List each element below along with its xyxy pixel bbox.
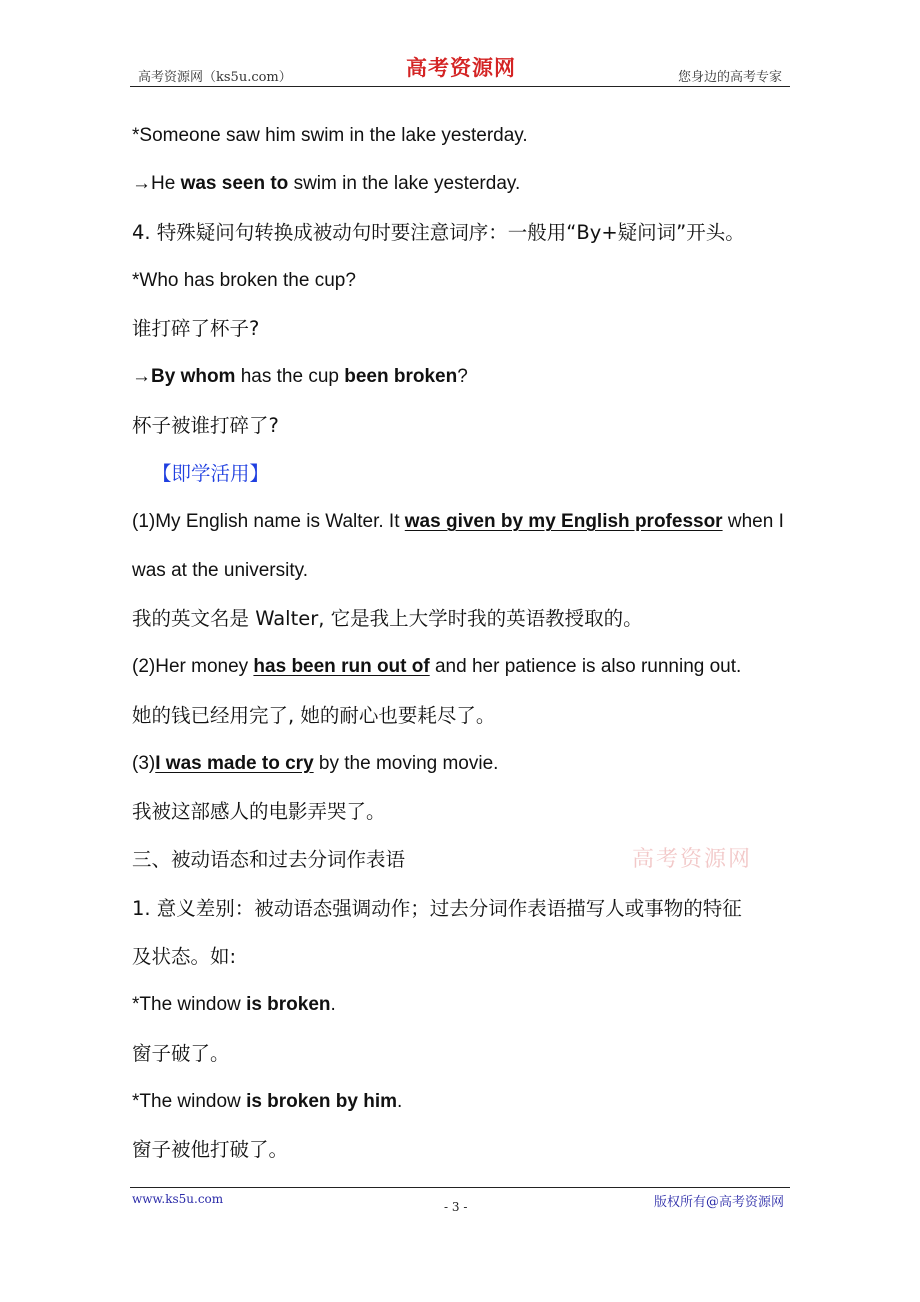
page-header: [130, 52, 790, 87]
example-sentence: *The window is broken by him.: [132, 1090, 403, 1112]
translation: 我的英文名是 Walter, 它是我上大学时我的英语教授取的。: [132, 606, 643, 630]
header-logo: 高考资源网: [406, 55, 516, 80]
document-body: [132, 112, 802, 1175]
exercise-item-continued: was at the university.: [132, 559, 309, 581]
translation: 窗子破了。: [132, 1041, 230, 1065]
page-number: - 3 -: [444, 1200, 468, 1214]
rule-point: 4. 特殊疑问句转换成被动句时要注意词序：一般用“By+疑问词”开头。: [132, 220, 745, 244]
translation: 她的钱已经用完了, 她的耐心也要耗尽了。: [132, 703, 496, 727]
translation: 谁打碎了杯子?: [132, 317, 260, 341]
exercise-item: (3)I was made to cry by the moving movie.: [132, 752, 499, 774]
rule-point-continued: 及状态。如:: [132, 945, 237, 969]
section-heading: 三、被动语态和过去分词作表语: [132, 848, 406, 872]
translation: 我被这部感人的电影弄哭了。: [132, 800, 386, 824]
section-heading-practice: 【即学活用】: [152, 462, 270, 486]
rule-point: 1. 意义差别：被动语态强调动作；过去分词作表语描写人或事物的特征: [132, 896, 742, 920]
translation: 杯子被谁打碎了?: [132, 413, 279, 437]
translation: 窗子被他打破了。: [132, 1138, 289, 1162]
footer-website-link[interactable]: www.ks5u.com: [132, 1192, 224, 1206]
example-sentence: *Who has broken the cup?: [132, 269, 356, 291]
page-footer: [130, 1187, 790, 1214]
watermark: 高考资源网: [632, 847, 753, 872]
example-sentence: *Someone saw him swim in the lake yesterday.: [132, 125, 528, 146]
example-sentence: →By whom has the cup been broken?: [132, 366, 468, 388]
header-right-text: 您身边的高考专家: [677, 70, 782, 85]
exercise-item: (2)Her money has been run out of and her patience is also running out.: [132, 656, 742, 678]
exercise-item: (1)My English name is Walter. It was given by my English professor when I: [132, 511, 784, 533]
header-left-text: 高考资源网（ks5u.com）: [138, 70, 292, 85]
example-sentence: *The window is broken.: [132, 994, 336, 1016]
footer-copyright: 版权所有@高考资源网: [653, 1195, 784, 1210]
example-sentence: →He was seen to swim in the lake yesterday.: [132, 173, 521, 195]
